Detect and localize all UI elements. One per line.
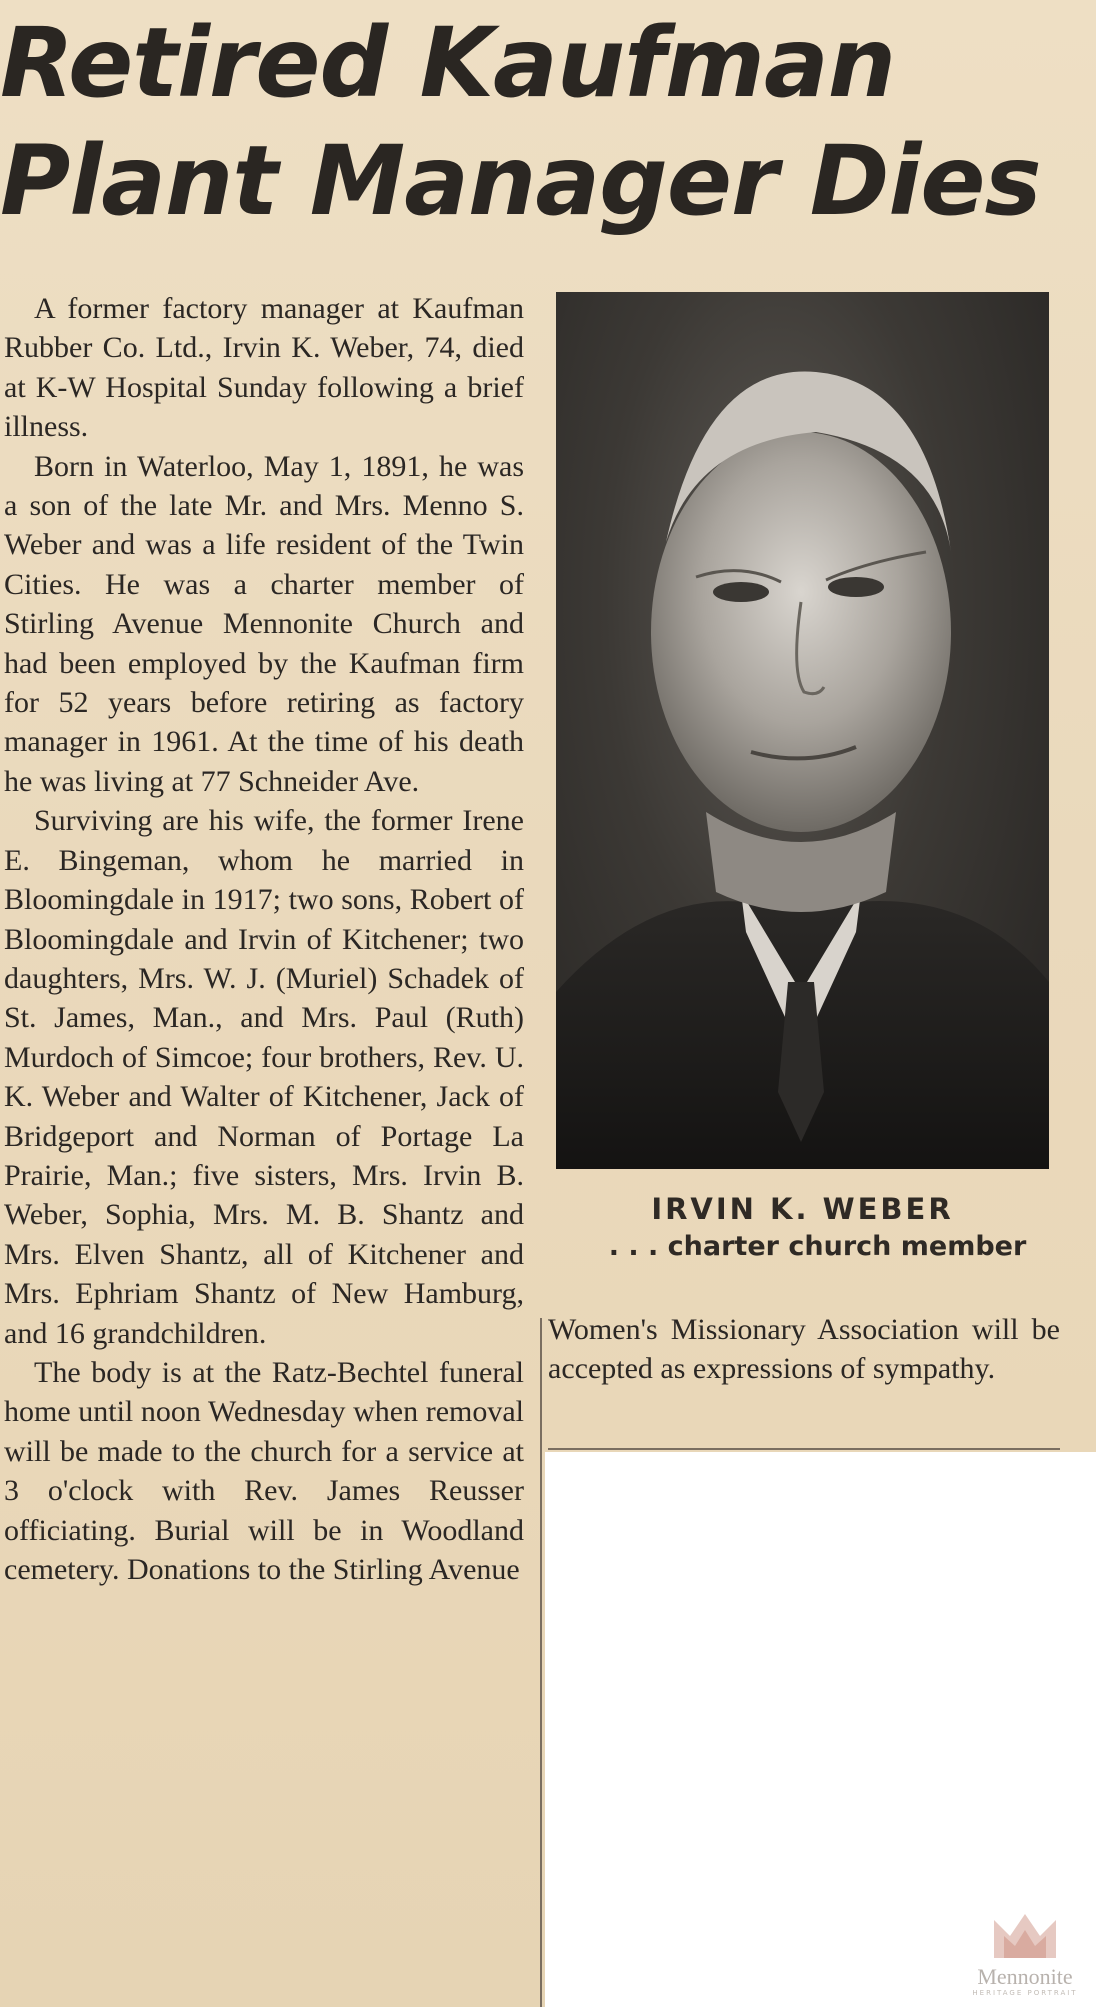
paragraph-continued: Women's Missionary Association will be accepted as expressions of sympathy. <box>548 1313 1060 1386</box>
paragraph-2: Born in Waterloo, May 1, 1891, he was a son of the late Mr. and Mrs. Menno S. Weber and was a life resident of the Twin Cities. He was a charter member of Stirling Avenue Mennonite Church and had been employed by the Kaufman firm for 52 years before retiring as factory manager in 1961. At the time of his death he was living at 77 Schneider Ave. <box>4 449 524 798</box>
headline <box>0 4 1096 240</box>
paragraph-4: The body is at the Ratz-Bechtel funeral home until noon Wednesday when removal will be made to the church for a service at 3 o'clock with Rev. James Reusser officiating. Burial will be in Woodland cemetery. Donations to the Stirling Avenue <box>4 1355 524 1586</box>
paragraph-3: Surviving are his wife, the former Irene E. Bingeman, whom he married in Bloomingdale in 1917; two sons, Robert of Bloomingdale and Irvin of Kitchener; two daughters, Mrs. W. J. (Muriel) Schadek of St. James, Man., and Mrs. Paul (Ruth) Murdoch of Simcoe; four brothers, Rev. U. K. Weber and Walter of Kitchener, Jack of Bridgeport and Norman of Portage La Prairie, Man.; five sisters, Mrs. Irvin B. Weber, Sophia, Mrs. M. B. Shantz and Mrs. Elven Shantz, all of Kitchener and Mrs. Ephriam Shantz of New Hamburg, and 16 grandchildren. <box>4 804 524 1350</box>
headline-line-2: Plant Manager Dies <box>0 125 1041 237</box>
paragraph-1: A former factory manager at Kaufman Rubber Co. Ltd., Irvin K. Weber, 74, died at K-W Hospital Sunday following a brief illness. <box>4 292 524 444</box>
article-column-right <box>548 1310 1060 1389</box>
watermark-name: Mennonite <box>977 1964 1073 1989</box>
column-divider <box>540 1318 542 2007</box>
mennonite-logo-icon <box>990 1910 1060 1960</box>
watermark-logo <box>960 1910 1090 1997</box>
caption-name: IRVIN K. WEBER <box>651 1192 954 1226</box>
watermark-subtitle: HERITAGE PORTRAIT <box>972 1989 1078 1997</box>
photo-caption <box>556 1190 1049 1266</box>
portrait-illustration <box>556 292 1049 1169</box>
caption-subtitle: . . . charter church member <box>608 1231 1027 1262</box>
headline-line-1: Retired Kaufman <box>0 7 896 119</box>
end-rule <box>548 1448 1060 1450</box>
portrait-photo <box>556 292 1049 1169</box>
article-column-left <box>4 289 524 1589</box>
